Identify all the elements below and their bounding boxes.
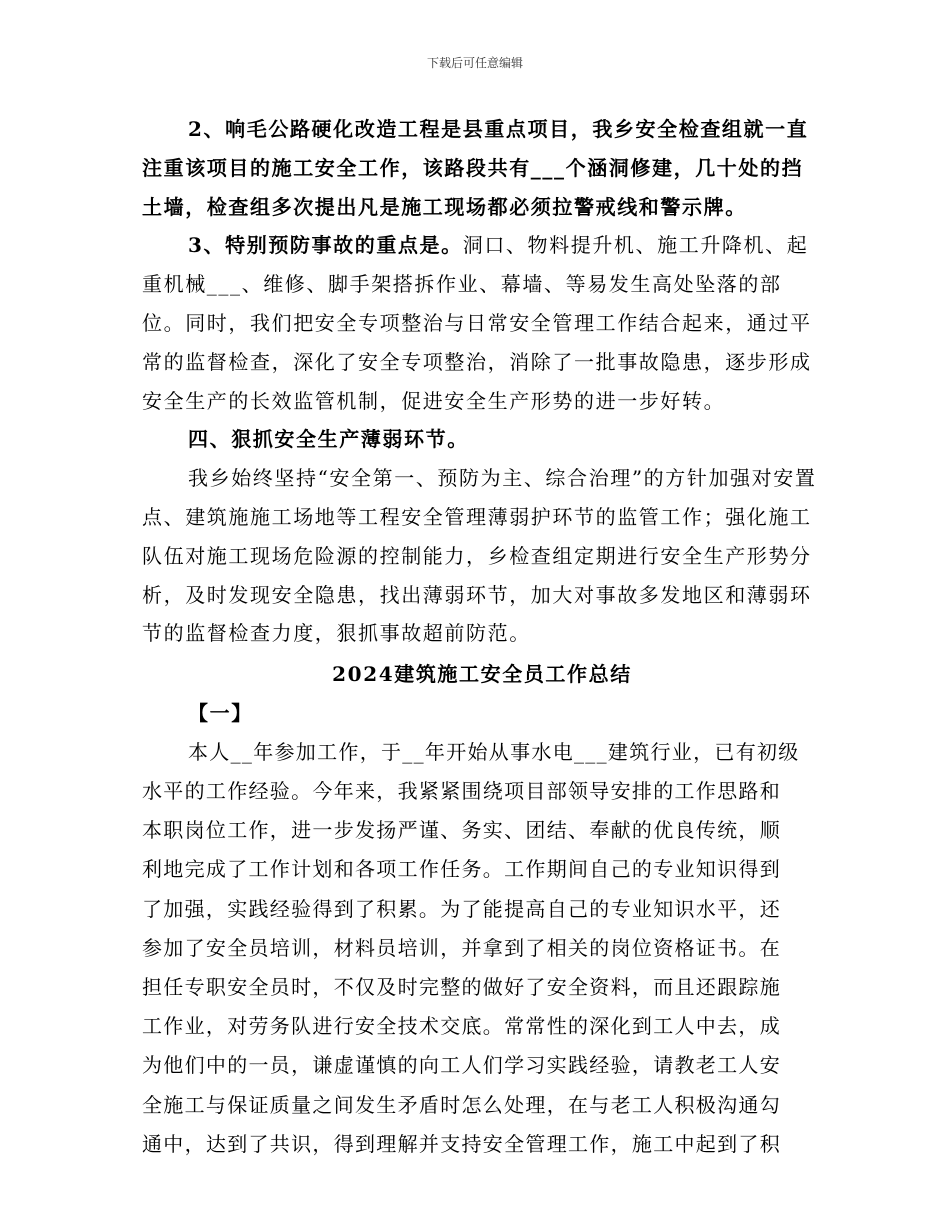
summary-paragraph: 本人__年参加工作，于__年开始从事水电___建筑行业，已有初级水平的工作经验。今年来，我紧紧围绕项目部领导安排的工作思路和本职岗位工作，进一步发扬严谨、务实、团结、奉献的优良传统，顺利地完成了工作计划和各项工作任务。工作期间自己的专业知识得到了加强，实践经验得到了积累。为了能提高自己的专业知识水平，还参加了安全员培训，材料员培训，并拿到了相关的岗位资格证书。在担任专职安全员时，不仅及时完整的做好了安全资料，而且还跟踪施工作业，对劳务队进行安全技术交底。常常性的深化到工人中去，成为他们中的一员，谦虚谨慎的向工人们学习实践经验，请教老工人安全施工与保证质量之间发生矛盾时怎么处理，在与老工人积极沟通勾通中，达到了共识，得到理解并支持安全管理工作，施工中起到了积 xyxy=(142,739,800,1156)
paragraph-item-2: 2、响毛公路硬化改造工程是县重点项目，我乡安全检查组就一直注重该项目的施工安全工作，该路段共有___个涵洞修建，几十处的挡土墙，检查组多次提出凡是施工现场都必须拉警戒线和警示牌。 xyxy=(142,117,809,219)
document-title: 2024建筑施工安全员工作总结 xyxy=(332,662,632,687)
document-body xyxy=(142,110,822,1164)
item-3-text: 洞口、物料提升机、施工升降机、起重机械___、维修、脚手架搭拆作业、幕墙、等易发生高处坠落的部位。同时，我们把安全专项整治与日常安全管理工作结合起来，通过平常的监督检查，深化了安全专项整治，消除了一批事故隐患，逐步形成安全生产的长效监管机制，促进安全生产形势的进一步好转。 xyxy=(142,233,812,413)
section-heading-4: 四、狠抓安全生产薄弱环节。 xyxy=(188,427,469,452)
page-header: 下载后可任意编辑 xyxy=(426,56,523,70)
item-3-lead: 3、特别预防事故的重点是。 xyxy=(188,233,463,258)
part-marker: 【一】 xyxy=(188,700,253,725)
paragraph-section-4: 我乡始终坚持“安全第一、预防为主、综合治理”的方针加强对安置点、建筑施施工场地等工程安全管理薄弱护环节的监管工作；强化施工队伍对施工现场危险源的控制能力，乡检查组定期进行安全生产形势分析，及时发现安全隐患，找出薄弱环节，加大对事故多发地区和薄弱环节的监督检查力度，狠抓事故超前防范。 xyxy=(142,466,817,646)
paragraph-item-3 xyxy=(142,226,822,420)
summary-section xyxy=(142,733,802,1164)
